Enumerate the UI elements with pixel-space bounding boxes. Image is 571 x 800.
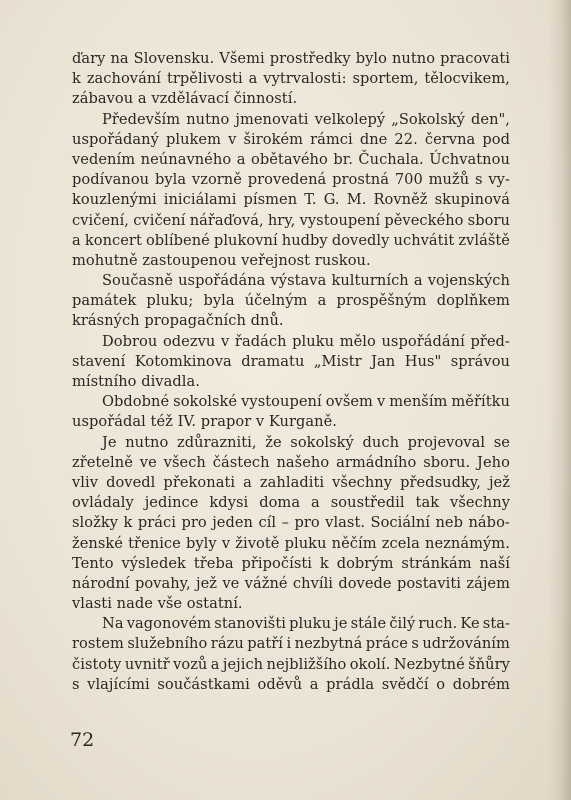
word: „Sokolský [391, 110, 465, 128]
word: vagonovém [126, 615, 212, 633]
word: třeba [193, 554, 234, 572]
word: rámci [310, 130, 353, 148]
word: koncert [84, 231, 142, 249]
word: dovedly [331, 231, 390, 249]
word: června [424, 130, 476, 148]
word: postaviti [396, 574, 462, 592]
word: prospěšným [336, 292, 427, 310]
word: životě [235, 534, 280, 552]
word: podívanou [72, 171, 150, 189]
text-line [72, 170, 510, 190]
text-line-content: mohutně zastoupenou veřejnost ruskou. [72, 251, 371, 269]
word: povahy, [134, 574, 191, 592]
word: doplňkem [436, 292, 510, 310]
word: Úchvatnou [429, 150, 510, 168]
word: G. [323, 191, 340, 209]
word: čistoty [72, 655, 122, 673]
word: vozů [173, 655, 208, 673]
word: Sociální [370, 514, 431, 532]
word: pluku [289, 615, 332, 633]
word: a [311, 494, 320, 512]
word: armádního [336, 453, 417, 471]
word: v [376, 393, 386, 411]
word: pluku [284, 534, 327, 552]
word: dovede [338, 574, 392, 592]
word: výsledek [121, 554, 186, 572]
word: zdůrazniti, [176, 433, 257, 451]
word: mělo [339, 332, 376, 350]
word: zachování [86, 70, 162, 88]
word: národní [72, 574, 130, 592]
word: pluku [292, 332, 335, 350]
word: obětavého [250, 150, 328, 168]
word: pro [181, 514, 207, 532]
text-line [72, 271, 510, 291]
word: naší [479, 554, 510, 572]
text-line [72, 493, 510, 513]
word: plukem [165, 130, 221, 148]
word: stavení [72, 352, 126, 370]
word: velkolepý [314, 110, 386, 128]
text-line [72, 392, 510, 412]
word: 700 [394, 171, 423, 189]
word: že [265, 433, 282, 451]
text-line [72, 534, 510, 554]
word: projevoval [407, 433, 486, 451]
word: ruch. [418, 615, 458, 633]
word: všechny [450, 494, 510, 512]
word: rázu [210, 635, 244, 653]
word: něčím [331, 534, 377, 552]
word: vystoupení [241, 393, 322, 411]
word: sokolské [173, 393, 238, 411]
word: širokém [243, 130, 304, 148]
word: překonati [163, 473, 236, 491]
word: neznámým. [425, 534, 510, 552]
text-line [72, 211, 510, 231]
page-number: 72 [70, 729, 95, 751]
word: a [72, 231, 81, 249]
word: Nezbytné [393, 655, 465, 673]
word: uchvátit [393, 231, 455, 249]
word: jejich [222, 655, 264, 673]
text-line [72, 332, 510, 352]
word: bylo [355, 50, 387, 67]
word: mužů [428, 171, 470, 189]
word: výstava [270, 272, 327, 290]
word: duch [362, 433, 400, 451]
word: trpělivosti [166, 70, 243, 88]
word: oblíbené [145, 231, 210, 249]
word: dobrým [336, 554, 394, 572]
word: sportem, [352, 70, 419, 88]
word: čilý [389, 615, 416, 633]
word: cvičení [133, 211, 186, 229]
word: udržováním [422, 635, 510, 653]
word: k [123, 514, 133, 532]
word: správou [450, 352, 510, 370]
word: nejbližšího [266, 655, 347, 673]
word: částech [212, 453, 270, 471]
text-line [72, 554, 510, 574]
text-line [72, 634, 510, 654]
word: skupinová [434, 191, 510, 209]
word: Obdobné [102, 393, 170, 411]
word: ve [222, 574, 240, 592]
word: zájem [466, 574, 510, 592]
word: dne [359, 130, 388, 148]
word: o [436, 675, 446, 693]
word: Je [102, 433, 117, 451]
word: Hus" [404, 352, 442, 370]
word: zřetelně [72, 453, 133, 471]
word: Ke [460, 615, 480, 633]
text-line [72, 453, 510, 473]
page-edge-shadow [549, 0, 571, 800]
word: oděvů [257, 675, 303, 693]
word: Dobrou [102, 332, 158, 350]
word: cíl [258, 514, 277, 532]
text-line [72, 412, 510, 432]
word: stanovišti [214, 615, 286, 633]
text-line [72, 110, 510, 130]
word: sta- [482, 615, 510, 633]
text-line [72, 49, 510, 69]
word: byla [203, 292, 235, 310]
word: a [413, 272, 423, 290]
word: v [228, 130, 237, 148]
word: iniciálami [163, 191, 237, 209]
word: účelným [244, 292, 308, 310]
text-line [72, 614, 510, 634]
word: složky [72, 514, 119, 532]
word: ovšem [325, 393, 373, 411]
word: provedená [247, 171, 327, 189]
text-line [72, 352, 510, 372]
word: nářaďová, [189, 211, 264, 229]
word: byly [186, 534, 217, 552]
word: k [72, 70, 81, 88]
word: ďary [72, 50, 106, 67]
word: stránkám [401, 554, 472, 572]
word: památek [72, 292, 137, 310]
word: neb [435, 514, 464, 532]
word: práci [137, 514, 176, 532]
word: hudby [281, 231, 328, 249]
word: – [281, 514, 289, 532]
word: nezbytná [294, 635, 363, 653]
word: tělocvikem, [424, 70, 510, 88]
word: M. [346, 191, 367, 209]
word: prostná [332, 171, 390, 189]
word: prádla [326, 675, 375, 693]
word: byla [154, 171, 187, 189]
word: plukovní [213, 231, 278, 249]
word: s [411, 635, 419, 653]
word: práce [365, 635, 408, 653]
word: našeho [276, 453, 330, 471]
word: jež [488, 473, 510, 491]
word: vystoupení [299, 211, 381, 229]
word: stále [350, 615, 387, 633]
word: všech [163, 453, 206, 471]
word: vytrvalosti: [263, 70, 347, 88]
word: šňůry [468, 655, 510, 673]
word: jmenovati [235, 110, 309, 128]
word: cvičení, [72, 211, 130, 229]
word: vzorně [191, 171, 242, 189]
word: měřítku [451, 393, 510, 411]
word: kulturních [331, 272, 409, 290]
word: nábo- [468, 514, 510, 532]
word: jeden [212, 514, 253, 532]
word: Rovněž [373, 191, 428, 209]
word: pro [294, 514, 320, 532]
word: soustředil [330, 494, 405, 512]
word: okolí. [349, 655, 391, 673]
word: svědčí [381, 675, 429, 693]
text-line [72, 231, 510, 251]
word: sboru. [423, 453, 471, 471]
word: neúnavného [140, 150, 232, 168]
word: a [210, 655, 220, 673]
text-line-content: vlasti nade vše ostatní. [72, 595, 243, 613]
text-line [72, 311, 510, 331]
word: 22. [394, 130, 418, 148]
word: nutno [391, 50, 436, 67]
text-line [72, 473, 510, 493]
word: nutno [125, 433, 169, 451]
word: všechny [332, 473, 393, 491]
text-line-content: krásných propagačních dnů. [72, 312, 284, 330]
text-line [72, 594, 510, 614]
word: Kotomkinova [134, 352, 232, 370]
text-line [72, 130, 510, 150]
word: zvláště [458, 231, 510, 249]
word: a [236, 150, 246, 168]
word: pluku; [146, 292, 194, 310]
word: ženské [72, 534, 123, 552]
word: T. [304, 191, 317, 209]
word: ovládaly [72, 494, 134, 512]
word: služebního [127, 635, 208, 653]
word: rostem [72, 635, 124, 653]
word: se [493, 433, 510, 451]
text-line [72, 251, 510, 271]
word: Na [102, 615, 124, 633]
word: pěveckého [384, 211, 464, 229]
text-line [72, 150, 510, 170]
word: a [248, 70, 258, 88]
word: s [72, 675, 80, 693]
word: součástkami [157, 675, 250, 693]
word: Jan [371, 352, 396, 370]
word: třenice [128, 534, 181, 552]
word: chvíli [292, 574, 334, 592]
word: s [475, 171, 483, 189]
text-line [72, 291, 510, 311]
word: uspořádání [381, 332, 465, 350]
word: doma [259, 494, 301, 512]
word: předsudky, [400, 473, 481, 491]
text-line [72, 89, 510, 109]
text-line [72, 69, 510, 89]
word: zahladiti [259, 473, 325, 491]
text-line [72, 513, 510, 533]
word: dovedl [106, 473, 156, 491]
word: uvnitř [124, 655, 170, 673]
word: připočísti [241, 554, 312, 572]
word: br. [333, 150, 353, 168]
word: vážné [244, 574, 288, 592]
word: a [309, 675, 319, 693]
text-line [72, 574, 510, 594]
word: v [220, 332, 230, 350]
word: vojenských [427, 272, 510, 290]
word: vy- [488, 171, 510, 189]
word: sokolský [290, 433, 354, 451]
word: hry, [267, 211, 296, 229]
word: i [286, 635, 292, 653]
word: Čuchala. [358, 150, 424, 168]
word: Především [102, 110, 181, 128]
word: vedením [72, 150, 136, 168]
text-line [72, 190, 510, 210]
text-line [72, 655, 510, 675]
word: Slovensku. [133, 50, 215, 67]
word: pracovati [440, 50, 510, 67]
word: kouzlenými [72, 191, 157, 209]
text-line-content: místního divadla. [72, 373, 200, 390]
word: uspořádaný [72, 130, 159, 148]
word: menším [389, 393, 448, 411]
word: Tento [72, 554, 114, 572]
word: tak [415, 494, 440, 512]
word: nutno [186, 110, 230, 128]
text-line-content: uspořádal též IV. prapor v Kurganě. [72, 413, 337, 431]
word: a [243, 473, 252, 491]
word: vlajícími [87, 675, 150, 693]
word: den", [471, 110, 510, 128]
word: jež [196, 574, 218, 592]
body-text [72, 49, 510, 695]
text-line [72, 433, 510, 453]
word: Jeho [477, 453, 510, 471]
word: a [317, 292, 327, 310]
word: na [110, 50, 129, 67]
word: k [319, 554, 329, 572]
word: písmen [243, 191, 298, 209]
word: pod [482, 130, 510, 148]
word: vliv [72, 473, 99, 491]
text-line [72, 675, 510, 695]
word: patří [247, 635, 284, 653]
word: zcela [381, 534, 420, 552]
word: v [221, 534, 231, 552]
word: jedince [144, 494, 199, 512]
text-line [72, 372, 510, 392]
word: ve [139, 453, 157, 471]
word: uspořádána [178, 272, 266, 290]
word: před- [470, 332, 510, 350]
word: řadách [234, 332, 287, 350]
word: Všemi [219, 50, 265, 67]
word: dobrém [452, 675, 510, 693]
word: vlast. [325, 514, 366, 532]
word: je [334, 615, 348, 633]
word: Současně [102, 272, 173, 290]
word: dramatu [241, 352, 305, 370]
text-line-content: zábavou a vzdělávací činností. [72, 90, 298, 108]
word: prostředky [269, 50, 351, 67]
word: „Mistr [313, 352, 362, 370]
word: kdysi [209, 494, 249, 512]
word: sboru [467, 211, 510, 229]
word: odezvu [162, 332, 216, 350]
